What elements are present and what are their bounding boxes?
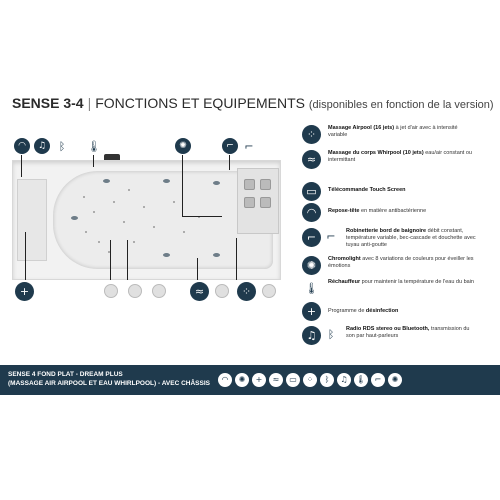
whirlpool-icon: ≈ bbox=[302, 150, 321, 169]
chromolight-icon: ✺ bbox=[388, 373, 402, 387]
plus-icon: + bbox=[15, 282, 34, 301]
banner-line-2: (MASSAGE AIR AIRPOOL ET EAU WHIRLPOOL) - AVEC CHÂSSIS bbox=[8, 380, 210, 387]
feature-headrest: ◠ Repose-tête en matière antibactérienne bbox=[302, 203, 478, 222]
whirlpool-icon: ≈ bbox=[190, 282, 209, 301]
thermometer-icon: 🌡 bbox=[304, 282, 319, 295]
model-banner bbox=[0, 365, 500, 395]
headrest-icon: ◠ bbox=[14, 138, 30, 154]
top-left-icons bbox=[14, 138, 70, 154]
feature-chromolight: ✺ Chromolight avec 8 variations de couleurs pour éveiller les émotions bbox=[302, 256, 478, 275]
feature-airpool: ⁘ Massage Airpool (16 jets) à jet d'air avec à intensité variable bbox=[302, 125, 478, 144]
tap-icon: ⌐ bbox=[244, 139, 254, 153]
music-icon: ♫ bbox=[34, 138, 50, 154]
title-sub: (disponibles en fonction de la version) bbox=[308, 99, 494, 111]
jet-thumb bbox=[128, 284, 142, 298]
thermometer-icon: 🌡 bbox=[354, 373, 368, 387]
banner-line-1: SENSE 4 FOND PLAT - DREAM PLUS bbox=[8, 371, 123, 378]
control-panel bbox=[237, 168, 279, 234]
model-name: SENSE 3-4 bbox=[12, 95, 84, 111]
music-icon: ♫ bbox=[337, 373, 351, 387]
tap-icon: ⌐ bbox=[326, 229, 336, 243]
plus-icon: + bbox=[252, 373, 266, 387]
chromolight-icon: ✺ bbox=[302, 256, 321, 275]
thermometer-icon: 🌡 bbox=[87, 139, 101, 153]
feature-faucet: ⌐ ⌐ Robinetterie bord de baignoire débit constant, température variable, bec-cascade et douchette avec tuyau anti-goutte bbox=[302, 228, 476, 249]
remote-icon: ▭ bbox=[302, 182, 321, 201]
jet-thumb bbox=[215, 284, 229, 298]
chromolight-icon: ✺ bbox=[235, 373, 249, 387]
feature-whirlpool: ≈ Massage du corps Whirpool (10 jets) eau/air constant ou intermittant bbox=[302, 150, 478, 169]
banner-icons bbox=[218, 373, 402, 387]
banner-text bbox=[8, 370, 210, 388]
feature-radio: ♫ ᛒ Radio RDS stereo ou Bluetooth, transmission du son par haut-parleurs bbox=[302, 326, 476, 345]
title-main: FONCTIONS ET EQUIPEMENTS bbox=[95, 95, 305, 111]
headrest-icon: ◠ bbox=[302, 203, 321, 222]
page-title bbox=[12, 95, 494, 111]
feature-remote: ▭ Télécommande Touch Screen bbox=[302, 182, 478, 201]
chromolight-icon: ✺ bbox=[175, 138, 191, 154]
title-separator: | bbox=[87, 95, 92, 111]
faucet-icon: ⌐ bbox=[222, 138, 238, 154]
bluetooth-icon: ᛒ bbox=[320, 373, 334, 387]
feature-heater: 🌡 Réchauffeur pour maintenir la température de l'eau du bain bbox=[302, 279, 478, 298]
music-icon: ♫ bbox=[302, 326, 321, 345]
airpool-icon: ⁘ bbox=[302, 125, 321, 144]
feature-disinfection: + Programme de désinfection bbox=[302, 302, 478, 321]
bluetooth-icon: ᛒ bbox=[327, 327, 335, 341]
headrest bbox=[17, 179, 47, 261]
faucet-icon: ⌐ bbox=[371, 373, 385, 387]
airpool-icon: ⁘ bbox=[237, 282, 256, 301]
jet-thumb bbox=[104, 284, 118, 298]
whirlpool-icon: ≈ bbox=[269, 373, 283, 387]
remote-icon: ▭ bbox=[286, 373, 300, 387]
airpool-icon: ⁘ bbox=[303, 373, 317, 387]
bluetooth-icon: ᛒ bbox=[58, 139, 66, 153]
headrest-icon: ◠ bbox=[218, 373, 232, 387]
jet-thumb bbox=[262, 284, 276, 298]
plus-icon: + bbox=[302, 302, 321, 321]
jet-thumb bbox=[152, 284, 166, 298]
faucet-icon: ⌐ bbox=[302, 228, 321, 247]
